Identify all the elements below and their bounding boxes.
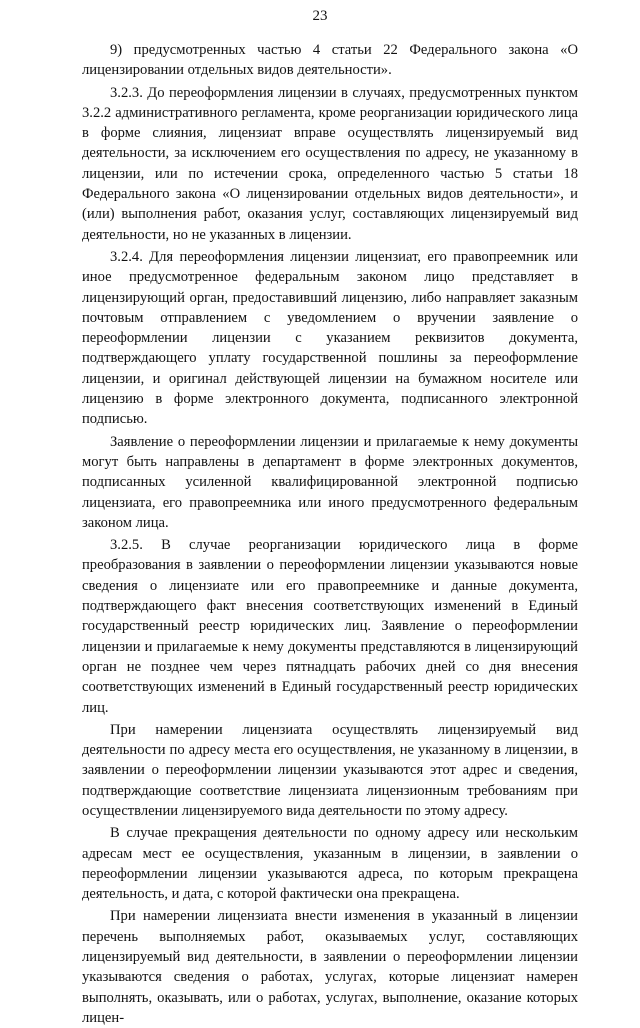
paragraph-electronic-submission: Заявление о переоформлении лицензии и прилагаемые к нему документы могут быть направлены в департамент в форме электронных документов, подписанных усиленной квалифицированной электронной подписью лицензиата, его правопреемника или иного предусмотренного федеральным законом лица. <box>82 433 578 531</box>
paragraph-3-2-5: 3.2.5. В случае реорганизации юридического лица в форме преобразования в заявлении о переоформлении лицензии указываются новые сведения о лицензиате или его правопреемнике и данные документа, подтверждающего факт внесения соответствующих изменений в Единый государственный реестр юридических лиц. Заявление о переоформлении лицензии и прилагаемые к нему документы представляются в лицензирующий орган не позднее чем через пятнадцать рабочих дней со дня внесения соответствующих изменений в Единый государственный реестр юридических лиц. <box>82 537 578 716</box>
paragraph-item-9: 9) предусмотренных частью 4 статьи 22 Федерального закона «О лицензировании отдельных видов деятельности». <box>82 42 578 79</box>
document-body <box>82 40 578 1028</box>
page-number: 23 <box>312 8 328 24</box>
paragraph-new-address: При намерении лицензиата осуществлять лицензируемый вид деятельности по адресу места его осуществления, не указанному в лицензии, в заявлении о переоформлении лицензии указываются этот адрес и сведения, подтверждающие соответствие лицензиата лицензионным требованиям при осуществлении лицензируемого вида деятельности по этому адресу. <box>82 721 578 819</box>
paragraph-works-changes: При намерении лицензиата внести изменения в указанный в лицензии перечень выполняемых работ, оказываемых услуг, составляющих лицензируемый вид деятельности, в заявлении о переоформлении лицензии указываются сведения о работах, услугах, которые лицензиат намерен выполнять, оказывать, или о работах, услугах, выполнение, оказание которых лицен- <box>82 908 578 1026</box>
paragraph-3-2-3: 3.2.3. До переоформления лицензии в случаях, предусмотренных пунктом 3.2.2 административного регламента, кроме реорганизации юридического лица в форме слияния, лицензиат вправе осуществлять лицензируемый вид деятельности, за исключением его осуществления по адресу, не указанному в лицензии, или по истечении срока, определенного частью 5 статьи 18 Федерального закона «О лицензировании отдельных видов деятельности», и (или) выполнения работ, оказания услуг, составляющих лицензируемый вид деятельности, но не указанных в лицензии. <box>82 84 578 243</box>
paragraph-3-2-4: 3.2.4. Для переоформления лицензии лицензиат, его правопреемник или иное предусмотренное федеральным законом лицо представляет в лицензирующий орган, предоставивший лицензию, либо направляет заказным почтовым отправлением с уведомлением о вручении заявление о переоформлении лицензии с указанием реквизитов документа, подтверждающего уплату государственной пошлины за переоформление лицензии, и оригинал действующей лицензии на бумажном носителе или лицензию в форме электронного документа, подписанного электронной подписью. <box>82 248 578 428</box>
paragraph-termination: В случае прекращения деятельности по одному адресу или нескольким адресам мест ее осуществления, указанным в лицензии, в заявлении о переоформлении лицензии указываются адреса, по которым прекращена деятельность, и дата, с которой фактически она прекращена. <box>82 825 578 903</box>
